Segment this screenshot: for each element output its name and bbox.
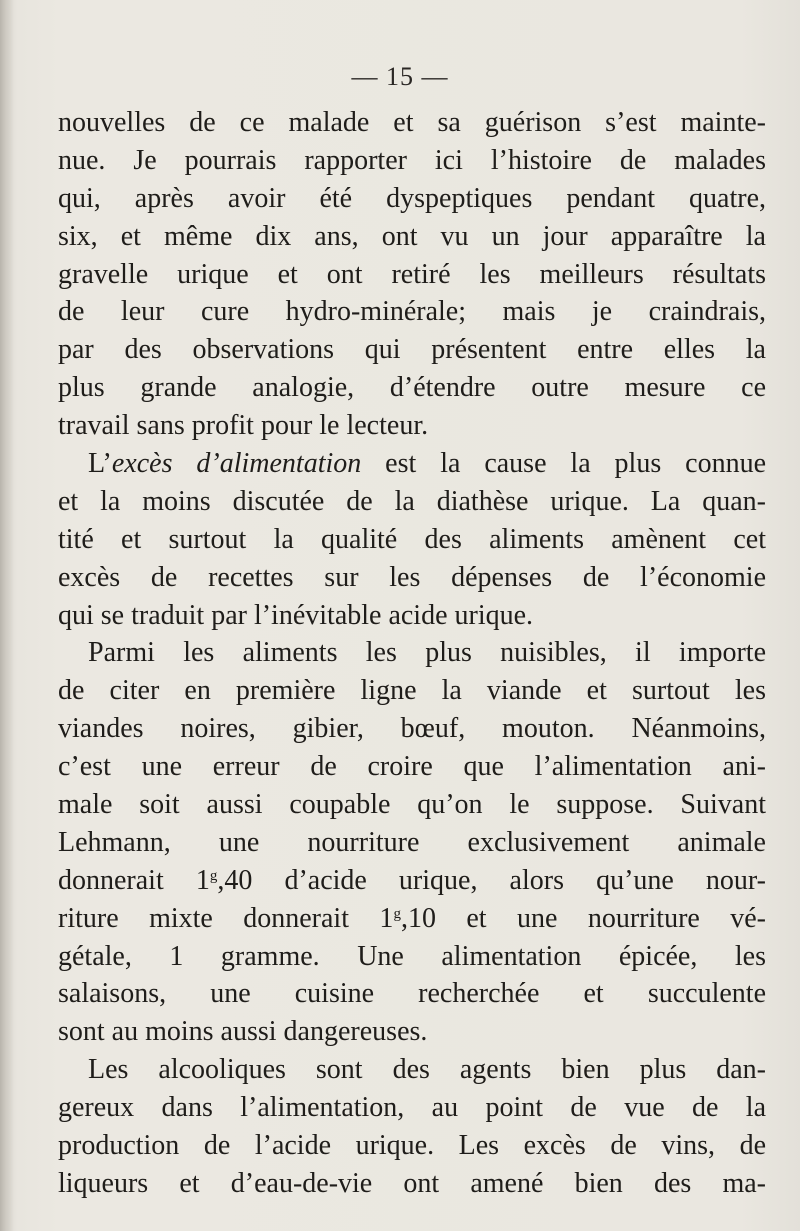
- gram-abbrev: g: [209, 867, 218, 884]
- text-line: Les alcooliques sont des agents bien plus dan-: [88, 1054, 766, 1086]
- text-line: tité et surtout la qualité des aliments amènent cet: [58, 523, 766, 555]
- text-line: de citer en première ligne la viande et surtout les: [58, 675, 766, 707]
- text-line: sont au moins aussi dangereuses.: [58, 1016, 428, 1048]
- text-line: Parmi les aliments les plus nuisibles, il importe: [88, 637, 766, 669]
- gram-abbrev: g: [393, 905, 401, 922]
- text-line: salaisons, une cuisine recherchée et succulente: [58, 978, 766, 1010]
- text-line: gétale, 1 gramme. Une alimentation épicée, les: [58, 940, 766, 972]
- text-line: plus grande analogie, d’étendre outre mesure ce: [58, 372, 766, 404]
- text-line: six, et même dix ans, ont vu un jour apparaître la: [58, 220, 766, 252]
- text-line: riture mixte donnerait 1$^g$,10 et une nourriture vé-: [58, 902, 766, 934]
- text-line: viandes noires, gibier, bœuf, mouton. Néanmoins,: [58, 713, 766, 745]
- text-line: excès de recettes sur les dépenses de l’économie: [58, 561, 766, 593]
- text-line: et la moins discutée de la diathèse urique. La quan-: [58, 485, 766, 517]
- text-line: production de l’acide urique. Les excès de vins, de: [58, 1130, 766, 1162]
- binding-shadow: [0, 0, 14, 1231]
- text-line: L’excès d’alimentation est la cause la plus connue: [88, 448, 766, 480]
- body-text: [58, 104, 766, 1203]
- text-line: qui se traduit par l’inévitable acide urique.: [58, 599, 534, 631]
- text-line: par des observations qui présentent entre elles la: [58, 334, 766, 366]
- text-line: de leur cure hydro-minérale; mais je craindrais,: [58, 296, 766, 328]
- text-line: gereux dans l’alimentation, au point de vue de la: [58, 1092, 766, 1124]
- text-line: nue. Je pourrais rapporter ici l’histoire de malades: [58, 144, 766, 176]
- text-line: c’est une erreur de croire que l’alimentation ani-: [58, 751, 766, 783]
- text-line: male soit aussi coupable qu’on le suppose. Suivant: [58, 789, 766, 821]
- text-line: travail sans profit pour le lecteur.: [58, 410, 429, 442]
- text-line: liqueurs et d’eau-de-vie ont amené bien des ma-: [58, 1167, 766, 1199]
- italic-phrase: excès d’alimentation: [111, 448, 362, 480]
- text-line: donnerait 1$^g$,40 d’acide urique, alors qu’une nour-: [58, 864, 766, 896]
- text-line: Lehmann, une nourriture exclusivement animale: [58, 826, 766, 858]
- page-number: — 15 —: [351, 62, 449, 91]
- text-line: gravelle urique et ont retiré les meilleurs résultats: [58, 258, 766, 290]
- text-line: qui, après avoir été dyspeptiques pendant quatre,: [58, 182, 766, 214]
- text-line: nouvelles de ce malade et sa guérison s’est mainte-: [58, 107, 766, 138]
